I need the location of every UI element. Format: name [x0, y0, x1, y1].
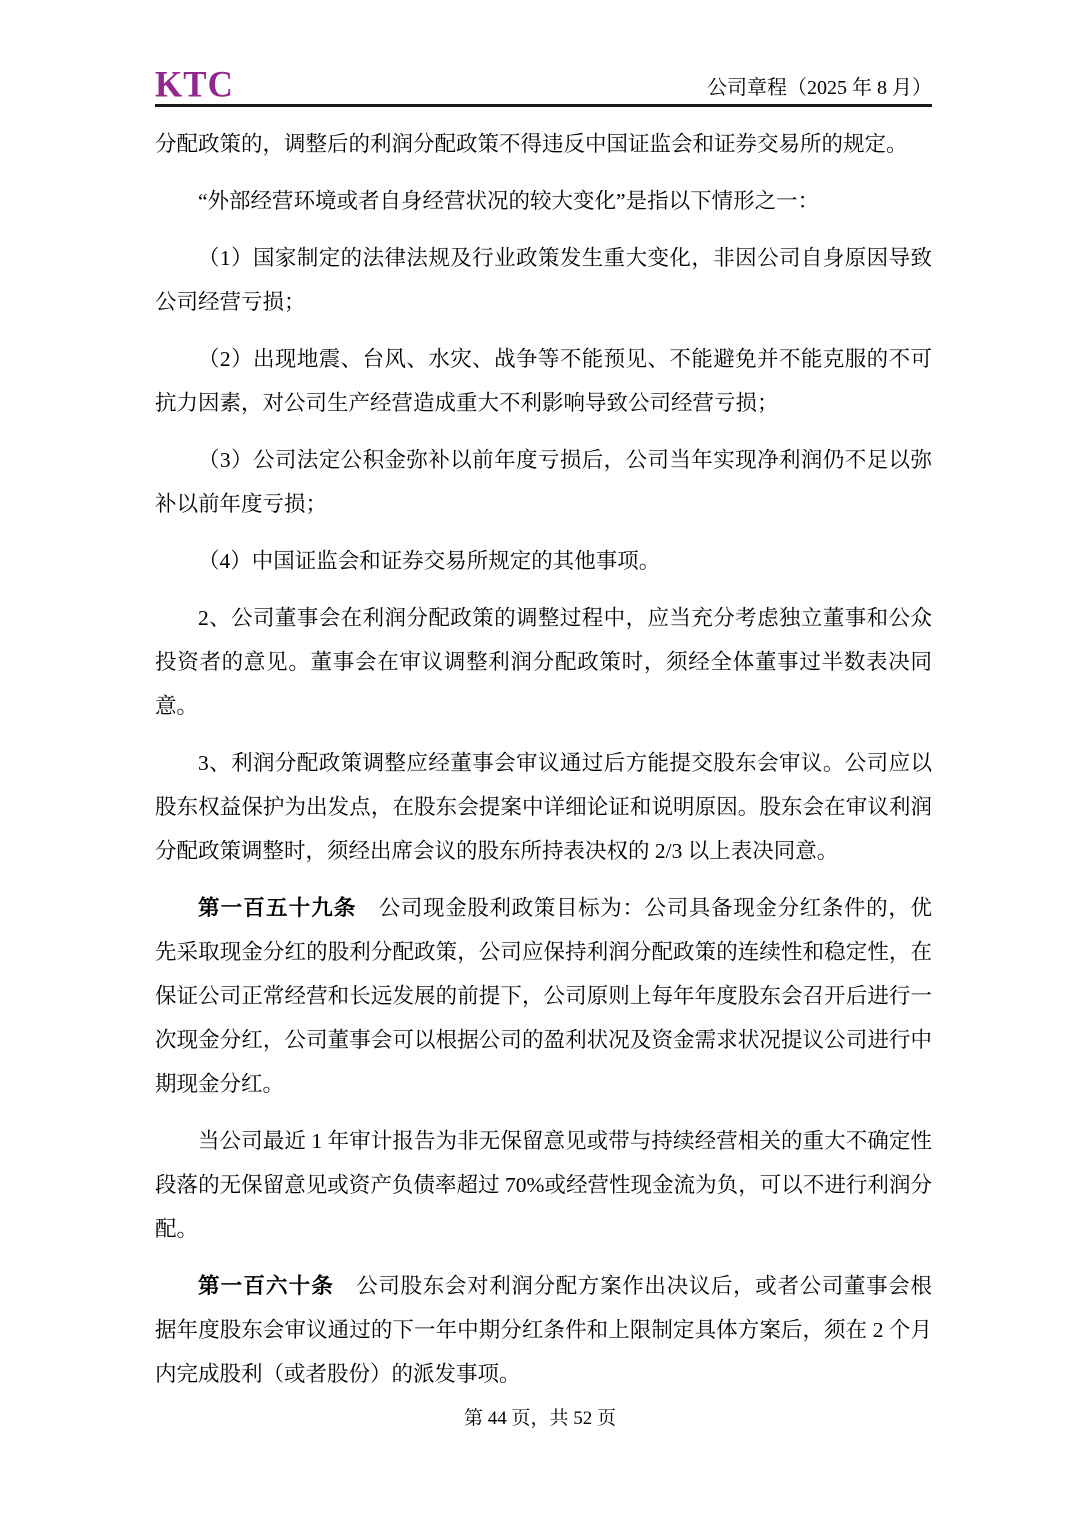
- paragraph-text: 公司股东会对利润分配方案作出决议后，或者公司董事会根据年度股东会审议通过的下一年中期分红条件和上限制定具体方案后，须在 2 个月内完成股利（或者股份）的派发事项。: [155, 1274, 932, 1386]
- paragraph-text: （2）出现地震、台风、水灾、战争等不能预见、不能避免并不能克服的不可抗力因素，对公司生产经营造成重大不利影响导致公司经营亏损；: [155, 347, 932, 415]
- paragraph: [155, 539, 932, 583]
- paragraph-text: “外部经营环境或者自身经营状况的较大变化”是指以下情形之一：: [198, 189, 820, 213]
- paragraph: [155, 741, 932, 873]
- page-number: 第 44 页，共 52 页: [463, 1408, 616, 1429]
- paragraph: [155, 236, 932, 324]
- paragraph-text: 当公司最近 1 年审计报告为非无保留意见或带与持续经营相关的重大不确定性段落的无保留意见或资产负债率超过 70%或经营性现金流为负，可以不进行利润分配。: [155, 1129, 932, 1241]
- paragraph: [155, 179, 932, 223]
- article-heading: 第一百五十九条: [198, 896, 357, 920]
- paragraph: [155, 337, 932, 425]
- paragraph-text: 分配政策的，调整后的利润分配政策不得违反中国证监会和证券交易所的规定。: [155, 132, 908, 156]
- header-divider: [155, 104, 932, 107]
- paragraph: [155, 1119, 932, 1251]
- paragraph-text: 2、公司董事会在利润分配政策的调整过程中，应当充分考虑独立董事和公众投资者的意见。董事会在审议调整利润分配政策时，须经全体董事过半数表决同意。: [155, 606, 932, 718]
- page-header: [155, 62, 932, 106]
- paragraph: [155, 438, 932, 526]
- paragraph-text: （1）国家制定的法律法规及行业政策发生重大变化，非因公司自身原因导致公司经营亏损；: [155, 246, 932, 314]
- paragraph-text: （4）中国证监会和证券交易所规定的其他事项。: [198, 549, 661, 573]
- document-body: [155, 122, 932, 1409]
- paragraph: [155, 122, 932, 166]
- ktc-logo: KTC: [155, 64, 234, 105]
- article-heading: 第一百六十条: [198, 1274, 335, 1298]
- document-title: 公司章程（2025 年 8 月）: [707, 77, 932, 99]
- paragraph-text: 公司现金股利政策目标为：公司具备现金分红条件的，优先采取现金分红的股利分配政策，公司应保持利润分配政策的连续性和稳定性，在保证公司正常经营和长远发展的前提下，公司原则上每年年度股东会召开后进行一次现金分红，公司董事会可以根据公司的盈利状况及资金需求状况提议公司进行中期现金分红。: [155, 896, 932, 1096]
- paragraph: [155, 1264, 932, 1396]
- paragraph: [155, 596, 932, 728]
- paragraph-text: （3）公司法定公积金弥补以前年度亏损后，公司当年实现净利润仍不足以弥补以前年度亏损；: [155, 448, 932, 516]
- paragraph-text: 3、利润分配政策调整应经董事会审议通过后方能提交股东会审议。公司应以股东权益保护为出发点，在股东会提案中详细论证和说明原因。股东会在审议利润分配政策调整时，须经出席会议的股东所持表决权的 2/3 以上表决同意。: [155, 751, 932, 863]
- paragraph: [155, 886, 932, 1106]
